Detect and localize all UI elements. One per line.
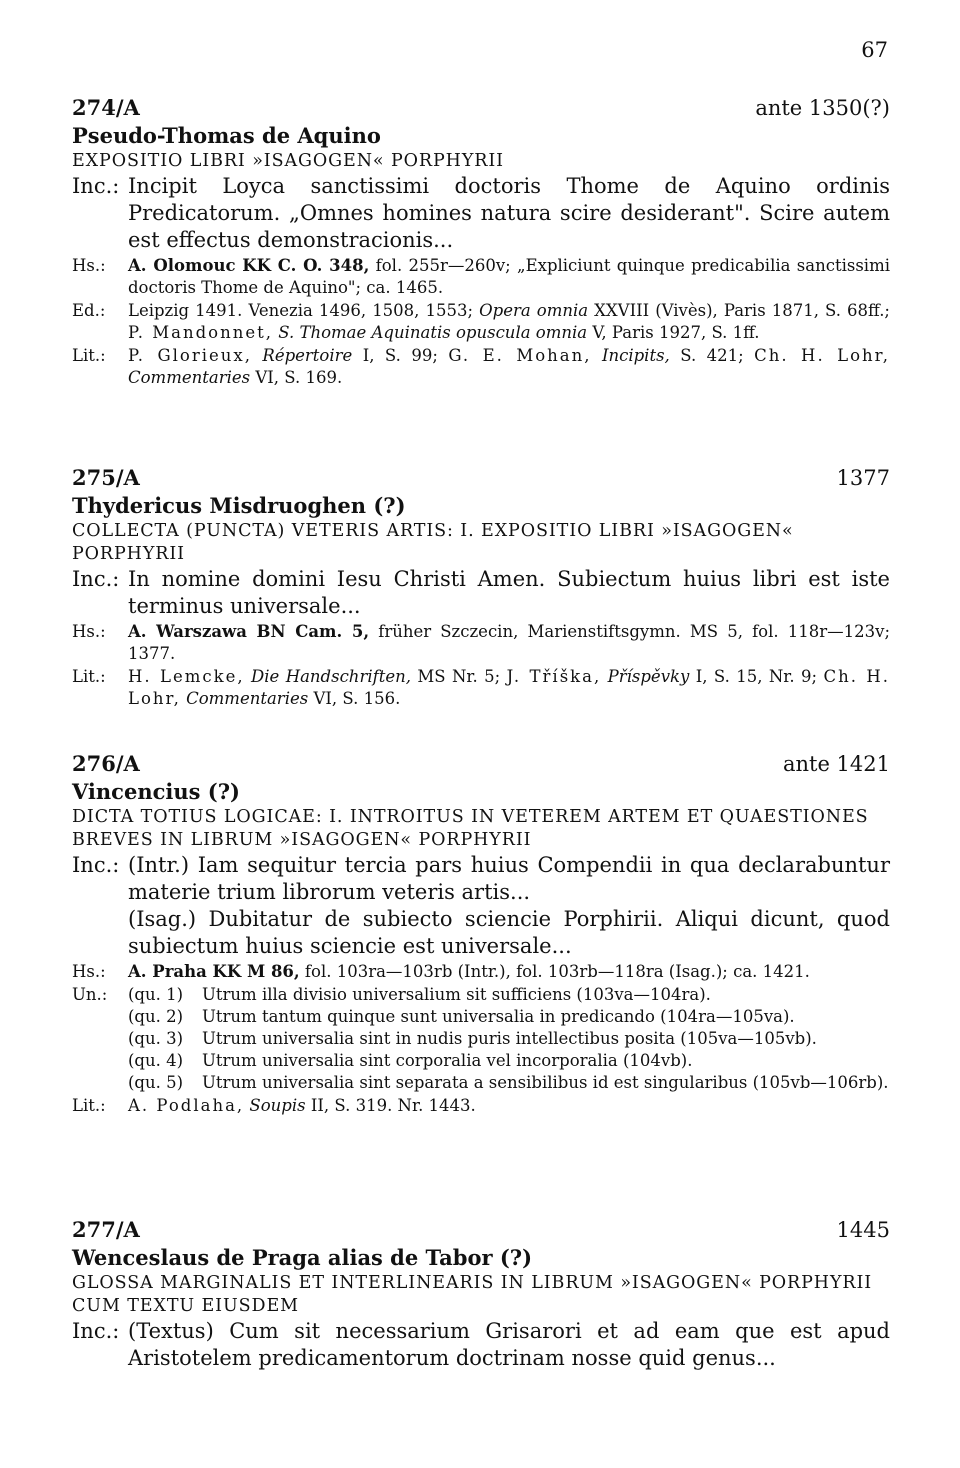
manuscript-label: Hs.: (72, 622, 106, 641)
literature-author: A. Podlaha, (128, 1096, 245, 1115)
literature-label: Lit.: (72, 346, 106, 365)
literature-title: Příspěvky (607, 667, 690, 686)
manuscript-field (72, 255, 890, 299)
literature-part: II, S. 319. Nr. 1443. (310, 1096, 476, 1115)
question-number: (qu. 4) (128, 1051, 184, 1070)
question-text: Utrum illa divisio universalium sit sufficiens (103va—104ra). (202, 985, 711, 1004)
literature-text (128, 345, 890, 389)
manuscript-detail: fol. 103ra—103rb (Intr.), fol. 103rb—118ra (Isag.); ca. 1421. (304, 962, 810, 981)
catalog-entry (72, 464, 890, 710)
edition-part: Leipzig 1491. Venezia 1496, 1508, 1553; (128, 301, 474, 320)
entry-date: ante 1421 (782, 752, 890, 776)
manuscript-detail: früher Szczecin, Marienstiftsgymn. MS 5, fol. 118r—123v; 1377. (128, 622, 891, 663)
literature-part: VI, S. 169. (255, 368, 343, 387)
literature-author: Ch. H. Lohr, (754, 346, 890, 365)
questions-field (72, 984, 890, 1094)
incipit-text (128, 852, 890, 960)
catalog-entry (72, 94, 890, 389)
entry-header (72, 1216, 890, 1244)
work-title: GLOSSA MARGINALIS ET INTERLINEARIS IN LIBRUM »ISAGOGEN« PORPHYRII CUM TEXTU EIUSDEM (72, 1273, 873, 1316)
questions-list (128, 984, 890, 1094)
work-title: COLLECTA (PUNCTA) VETERIS ARTIS: I. EXPOSITIO LIBRI »ISAGOGEN« PORPHYRII (72, 521, 794, 564)
literature-author: P. Glorieux, (128, 346, 252, 365)
entry-number: 277/A (72, 1217, 140, 1242)
entry-author: Thydericus Misdruoghen (?) (72, 493, 406, 518)
question-text: Utrum universalia sint in nudis puris intellectibus posita (105va—105vb). (202, 1029, 817, 1048)
entry-author: Pseudo-Thomas de Aquino (72, 123, 381, 148)
literature-text (128, 666, 890, 710)
incipit (72, 1318, 890, 1372)
literature-title: Commentaries (186, 689, 309, 708)
entry-header (72, 464, 890, 492)
literature-author: Ch. H. Lohr, (128, 667, 890, 708)
manuscript-detail: fol. 255r—260v; „Expliciunt quinque predicabilia sanctissimi doctoris Thome de Aquino"; ca. 1465. (128, 256, 890, 297)
literature-part: I, S. 99; (362, 346, 438, 365)
question-number: (qu. 2) (128, 1007, 184, 1026)
literature-label: Lit.: (72, 1096, 106, 1115)
manuscript-label: Hs.: (72, 256, 106, 275)
literature-author: J. Tříška, (506, 667, 602, 686)
entry-date: 1445 (836, 1218, 890, 1242)
work-title: EXPOSITIO LIBRI »ISAGOGEN« PORPHYRII (72, 151, 504, 171)
question-text: Utrum universalia sint corporalia vel incorporalia (104vb). (202, 1051, 693, 1070)
incipit-paragraph: (Intr.) Iam sequitur tercia pars huius Compendii in qua declarabuntur materie trium librorum veteris artis... (128, 853, 890, 904)
edition-title: Opera omnia (479, 301, 589, 320)
entry-number: 275/A (72, 465, 140, 490)
entry-header (72, 94, 890, 122)
manuscript-text (128, 961, 890, 983)
question-item (128, 1006, 890, 1028)
question-number: (qu. 3) (128, 1029, 184, 1048)
manuscript-label: Hs.: (72, 962, 106, 981)
manuscript-siglum: A. Warszawa BN Cam. 5, (128, 622, 370, 641)
question-text: Utrum universalia sint separata a sensibilibus id est singularibus (105vb—106rb). (202, 1073, 889, 1092)
literature-title: Répertoire (262, 346, 353, 365)
question-text: Utrum tantum quinque sunt universalia in predicando (104ra—105va). (202, 1007, 795, 1026)
question-item (128, 1072, 890, 1094)
incipit-text: In nomine domini Iesu Christi Amen. Subiectum huius libri est iste terminus universale... (128, 567, 890, 618)
questions-label: Un.: (72, 985, 108, 1004)
literature-author: H. Lemcke, (128, 667, 245, 686)
literature-title: Soupis (249, 1096, 306, 1115)
incipit-text: (Textus) Cum sit necessarium Grisarori et ad eam que est apud Aristotelem predicamentorum doctrinam nosse quid genus... (128, 1319, 890, 1370)
edition-text (128, 300, 890, 344)
edition-label: Ed.: (72, 301, 106, 320)
literature-text (128, 1095, 890, 1117)
literature-field (72, 1095, 890, 1117)
entry-author: Vincencius (?) (72, 779, 240, 804)
question-number: (qu. 1) (128, 985, 184, 1004)
manuscript-text (128, 255, 890, 299)
question-item (128, 984, 890, 1006)
literature-part: VI, S. 156. (313, 689, 401, 708)
incipit (72, 173, 890, 254)
entry-number: 274/A (72, 95, 140, 120)
incipit-label: Inc.: (72, 174, 120, 198)
literature-field (72, 345, 890, 389)
incipit-label: Inc.: (72, 567, 120, 591)
page-number: 67 (861, 38, 888, 62)
entry-header (72, 750, 890, 778)
literature-label: Lit.: (72, 667, 106, 686)
literature-part: MS Nr. 5; (417, 667, 501, 686)
literature-title: Commentaries (128, 368, 251, 387)
manuscript-text (128, 621, 890, 665)
edition-part: XXVIII (Vivès), Paris 1871, S. 68ff.; (594, 301, 890, 320)
entry-date: 1377 (836, 466, 890, 490)
manuscript-field (72, 621, 890, 665)
literature-part: I, S. 15, Nr. 9; (695, 667, 818, 686)
incipit-text: Incipit Loyca sanctissimi doctoris Thome de Aquino ordinis Predicatorum. „Omnes homines natura scire desiderant". Scire autem est effectus demonstracionis... (128, 174, 890, 252)
question-item (128, 1028, 890, 1050)
question-number: (qu. 5) (128, 1073, 184, 1092)
literature-title: Incipits, (601, 346, 670, 365)
literature-author: G. E. Mohan, (448, 346, 592, 365)
catalog-entry (72, 1216, 890, 1372)
incipit (72, 852, 890, 960)
edition-title: S. Thomae Aquinatis opuscula omnia (278, 323, 588, 342)
literature-field (72, 666, 890, 710)
incipit-label: Inc.: (72, 853, 120, 877)
manuscript-siglum: A. Praha KK M 86, (128, 962, 300, 981)
question-item (128, 1050, 890, 1072)
literature-part: S. 421; (680, 346, 744, 365)
edition-author: P. Mandonnet, (128, 323, 273, 342)
manuscript-siglum: A. Olomouc KK C. O. 348, (128, 256, 370, 275)
incipit (72, 566, 890, 620)
work-title: DICTA TOTIUS LOGICAE: I. INTROITUS IN VETEREM ARTEM ET QUAESTIONES BREVES IN LIBRUM »ISAGOGEN« PORPHYRII (72, 807, 869, 850)
edition-part: V, Paris 1927, S. 1ff. (592, 323, 760, 342)
manuscript-field (72, 961, 890, 983)
entry-author: Wenceslaus de Praga alias de Tabor (?) (72, 1245, 533, 1270)
incipit-paragraph: (Isag.) Dubitatur de subiecto sciencie Porphirii. Aliqui dicunt, quod subiectum huius sciencie est universale... (128, 907, 890, 958)
entry-number: 276/A (72, 751, 140, 776)
catalog-entry (72, 750, 890, 1117)
literature-title: Die Handschriften, (251, 667, 411, 686)
incipit-label: Inc.: (72, 1319, 120, 1343)
entry-date: ante 1350(?) (755, 96, 890, 120)
edition-field (72, 300, 890, 344)
